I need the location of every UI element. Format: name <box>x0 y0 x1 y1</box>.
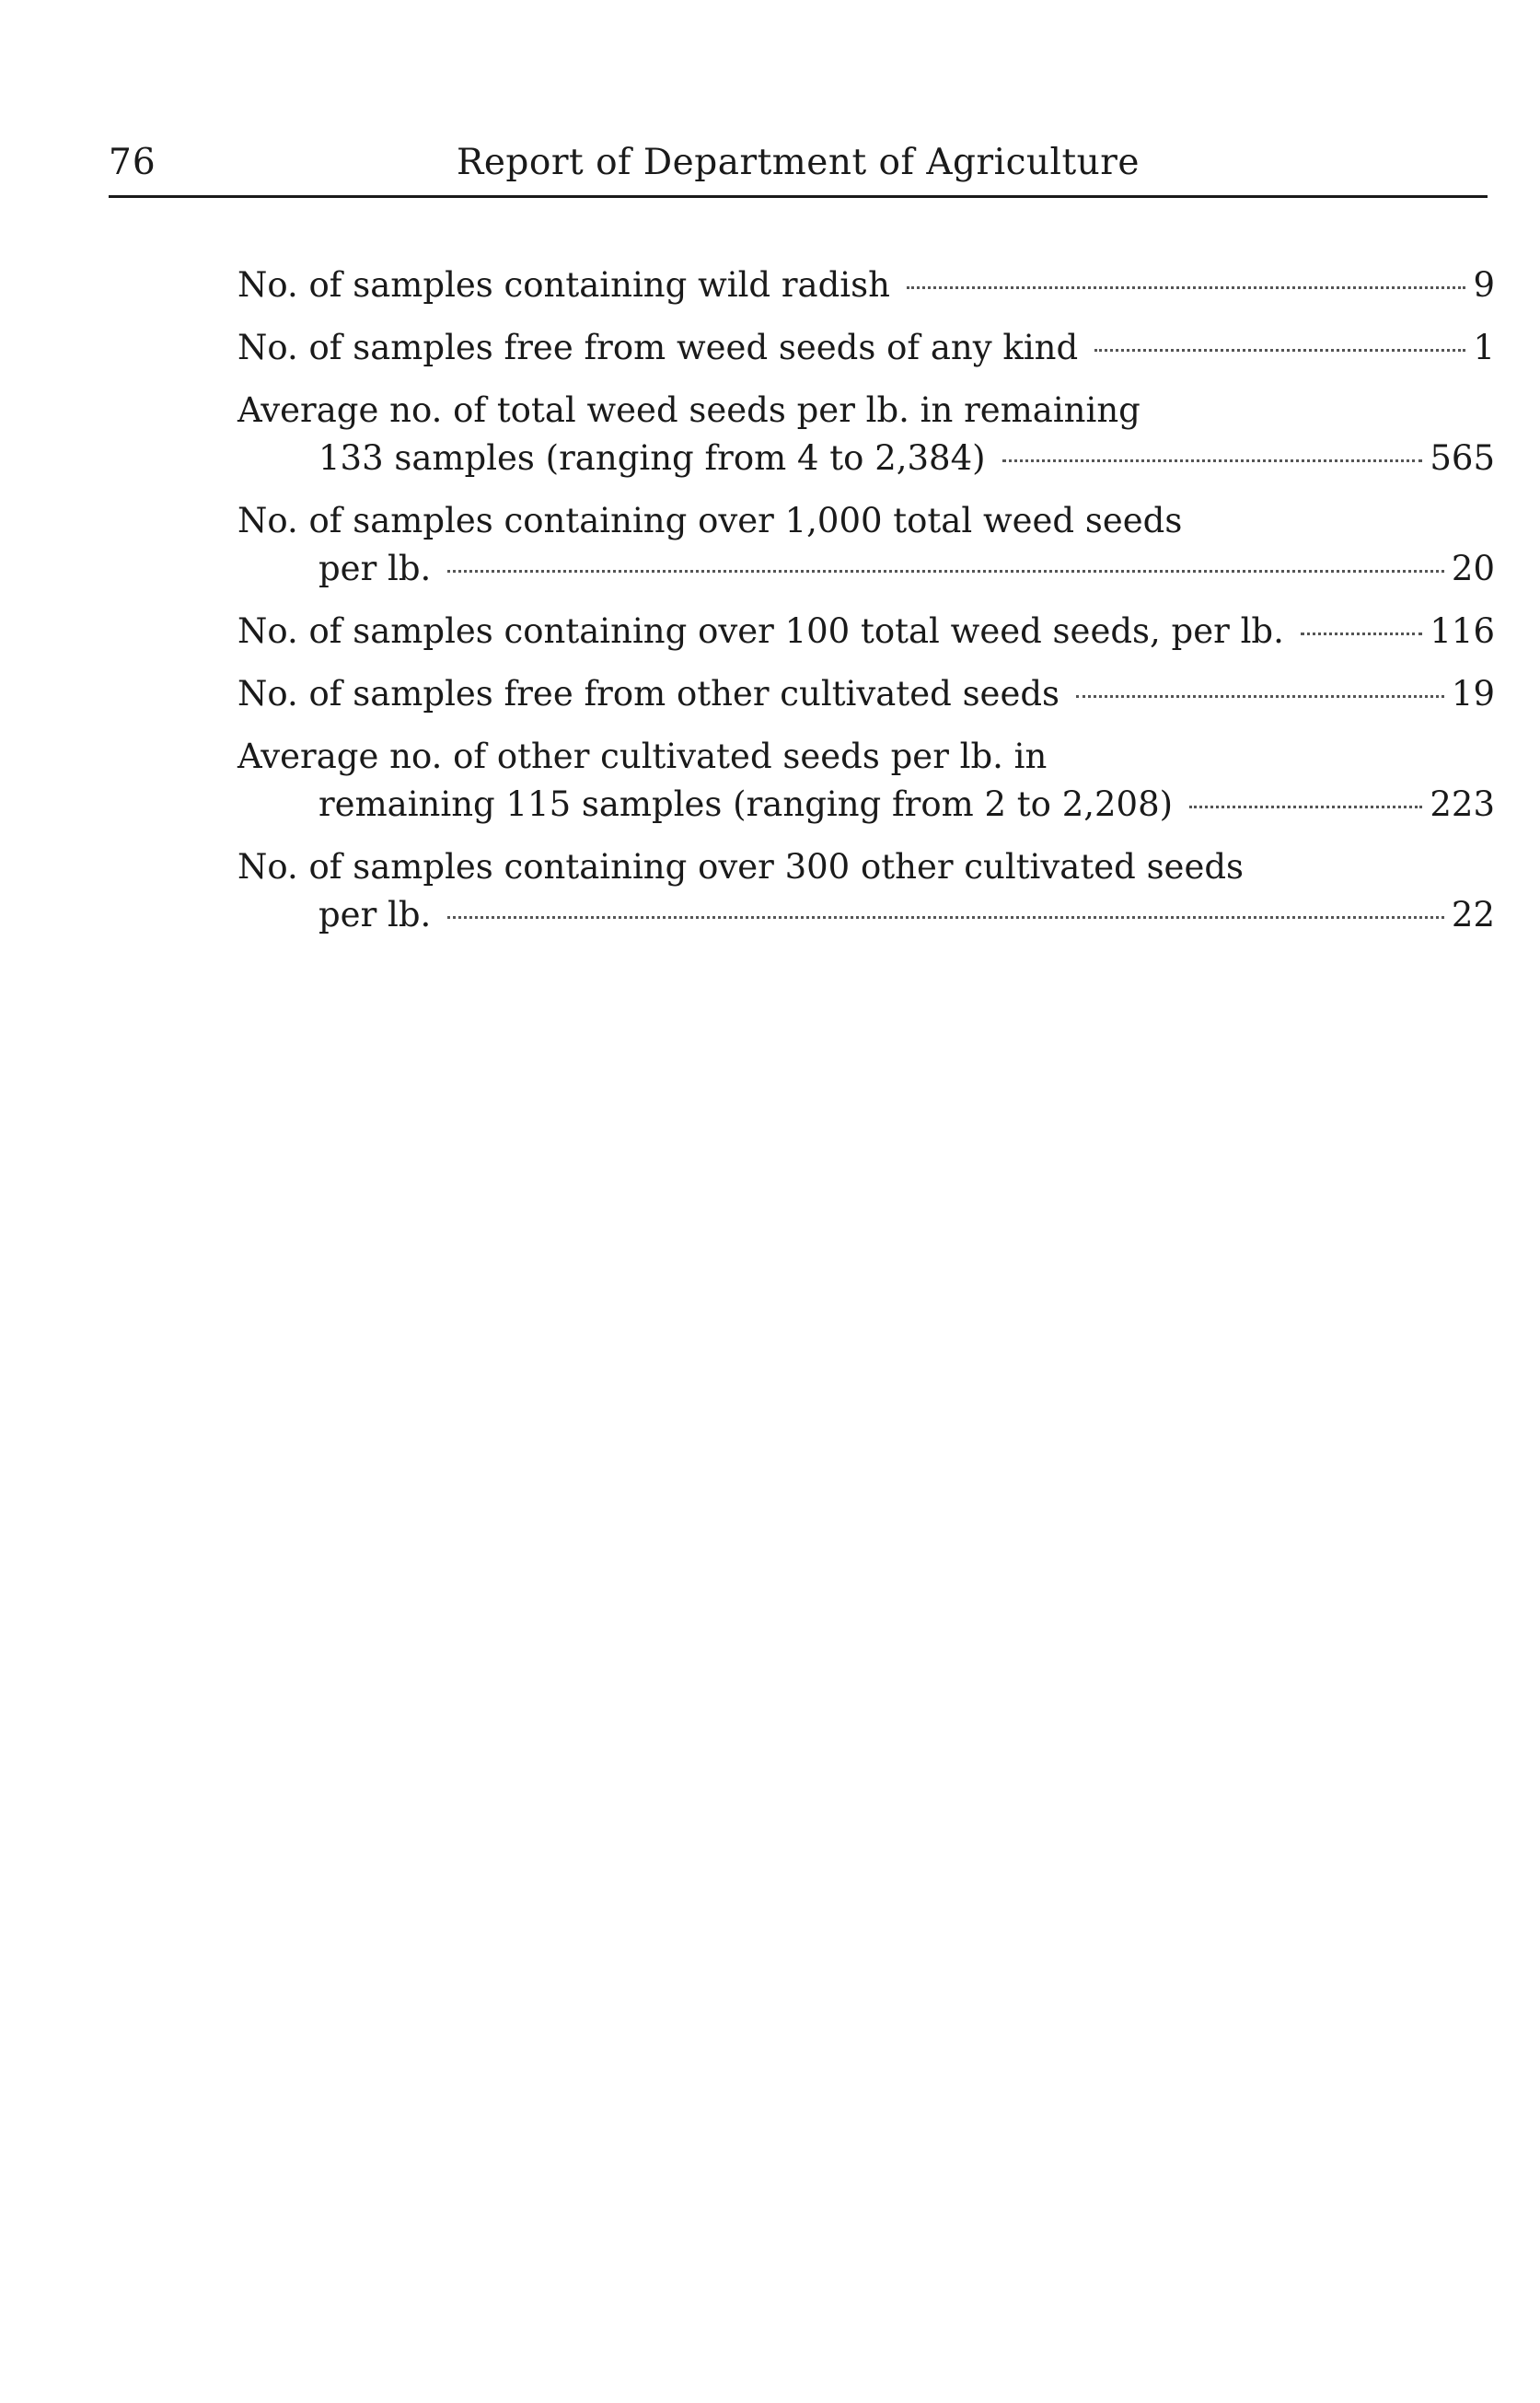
stat-label-continued: 133 samples (ranging from 4 to 2,384) <box>318 438 986 478</box>
stat-entry <box>237 843 1495 939</box>
stat-entry <box>237 608 1495 656</box>
stat-label: Average no. of total weed seeds per lb. in remaining <box>237 390 1141 430</box>
stat-value: 20 <box>1451 549 1495 588</box>
dot-leader <box>447 570 1444 573</box>
stat-entry <box>237 324 1495 372</box>
dot-leader <box>1002 459 1423 462</box>
stat-entry <box>237 670 1495 718</box>
stat-label-continued: per lb. <box>318 895 432 934</box>
dot-leader <box>447 916 1444 919</box>
running-title: Report of Department of Agriculture <box>456 142 1141 183</box>
stat-label: No. of samples containing over 100 total weed seeds, per lb. <box>237 611 1284 651</box>
stat-entry <box>237 387 1495 482</box>
page-header <box>109 136 1488 198</box>
stat-label: No. of samples containing over 1,000 total weed seeds <box>237 501 1183 540</box>
stat-value: 565 <box>1430 438 1495 478</box>
stat-value: 223 <box>1430 784 1495 824</box>
page-number: 76 <box>109 142 156 183</box>
stat-value: 116 <box>1430 611 1495 651</box>
stat-value: 9 <box>1473 265 1495 305</box>
stat-label: No. of samples containing over 300 other cultivated seeds <box>237 847 1245 887</box>
stat-label-continued: per lb. <box>318 549 432 588</box>
dot-leader <box>1189 806 1422 808</box>
dot-leader <box>1301 633 1423 635</box>
stat-entry <box>237 497 1495 593</box>
stat-label: No. of samples free from weed seeds of any kind <box>237 328 1079 367</box>
stat-label: No. of samples containing wild radish <box>237 265 890 305</box>
dot-leader <box>1076 695 1444 698</box>
stat-entry <box>237 733 1495 829</box>
stat-label: Average no. of other cultivated seeds per lb. in <box>237 737 1048 776</box>
stat-value: 22 <box>1451 895 1495 934</box>
stat-value: 1 <box>1473 328 1495 367</box>
dot-leader <box>907 286 1466 289</box>
stat-label: No. of samples free from other cultivated seeds <box>237 674 1060 714</box>
dot-leader <box>1094 349 1465 352</box>
stat-value: 19 <box>1451 674 1495 714</box>
seed-statistics-list <box>237 261 1495 954</box>
stat-entry <box>237 261 1495 309</box>
stat-label-continued: remaining 115 samples (ranging from 2 to 2,208) <box>318 784 1174 824</box>
